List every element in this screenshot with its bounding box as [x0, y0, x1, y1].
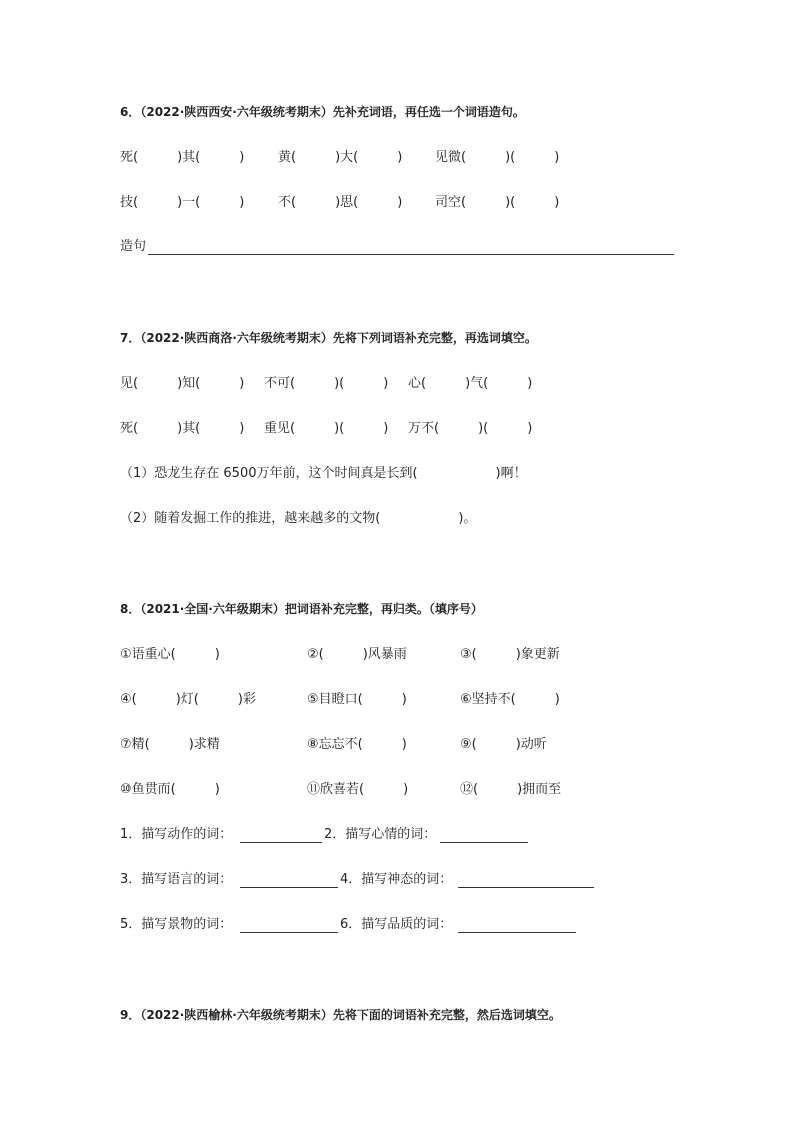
- q6-item-2[interactable]: 黄( )大( ): [278, 150, 403, 165]
- q6-item-6[interactable]: 司空( )( ): [435, 195, 560, 210]
- q8-category-2-line[interactable]: [440, 842, 528, 843]
- q8-word-3[interactable]: ③( )象更新: [460, 647, 560, 662]
- q6-title: 6．（2022·陕西西安·六年级统考期末）先补充词语，再任选一个词语造句。: [120, 105, 525, 119]
- q8-category-5-line[interactable]: [240, 932, 338, 933]
- q8-category-3-line[interactable]: [240, 887, 338, 888]
- q6-item-1[interactable]: 死( )其( ): [120, 150, 245, 165]
- q7-title: 7．（2022·陕西商洛·六年级统考期末）先将下列词语补充完整，再选词填空。: [120, 331, 537, 345]
- q8-word-1[interactable]: ①语重心( ): [120, 647, 220, 662]
- q9-title: 9．（2022·陕西榆林·六年级统考期末）先将下面的词语补充完整，然后选词填空。: [120, 1008, 561, 1022]
- q8-word-5[interactable]: ⑤目瞪口( ): [307, 692, 407, 707]
- q7-item-4[interactable]: 死( )其( ): [120, 421, 245, 436]
- q7-item-3[interactable]: 心( )气( ): [408, 376, 533, 391]
- q6-item-3[interactable]: 见微( )( ): [435, 150, 560, 165]
- q6-item-5[interactable]: 不( )思( ): [278, 195, 403, 210]
- q8-word-4[interactable]: ④( )灯( )彩: [120, 692, 256, 707]
- q8-word-10[interactable]: ⑩鱼贯而( ): [120, 782, 220, 797]
- q8-category-1-line[interactable]: [240, 842, 322, 843]
- q7-item-5[interactable]: 重见( )( ): [264, 421, 389, 436]
- q8-category-6-label: 6．描写品质的词：: [340, 917, 453, 932]
- q8-category-2-label: 2．描写心情的词：: [324, 827, 437, 842]
- q7-fill-1[interactable]: （1）恐龙生存在 6500万年前，这个时间真是长到( )啊！: [120, 466, 527, 481]
- q8-category-6-line[interactable]: [458, 932, 576, 933]
- q8-category-5-label: 5．描写景物的词：: [120, 917, 233, 932]
- q6-sentence-label: 造句: [120, 239, 147, 254]
- q8-category-4-line[interactable]: [458, 887, 594, 888]
- q7-item-6[interactable]: 万不( )( ): [408, 421, 533, 436]
- q8-word-7[interactable]: ⑦精( )求精: [120, 737, 220, 752]
- q8-category-1-label: 1．描写动作的词：: [120, 827, 233, 842]
- q8-category-4-label: 4．描写神态的词：: [340, 872, 453, 887]
- q7-item-1[interactable]: 见( )知( ): [120, 376, 245, 391]
- q7-item-2[interactable]: 不可( )( ): [264, 376, 389, 391]
- q7-fill-2[interactable]: （2）随着发掘工作的推进，越来越多的文物( )。: [120, 511, 477, 526]
- q6-sentence-line[interactable]: [148, 254, 674, 255]
- q8-word-2[interactable]: ②( )风暴雨: [307, 647, 407, 662]
- q8-category-3-label: 3．描写语言的词：: [120, 872, 233, 887]
- q8-word-6[interactable]: ⑥坚持不( ): [460, 692, 560, 707]
- q8-title: 8．（2021·全国·六年级期末）把词语补充完整，再归类。（填序号）: [120, 602, 483, 616]
- q8-word-9[interactable]: ⑨( )动听: [460, 737, 547, 752]
- q8-word-12[interactable]: ⑫( )拥而至: [460, 782, 562, 797]
- q8-word-8[interactable]: ⑧忘忘不( ): [307, 737, 407, 752]
- q6-item-4[interactable]: 技( )一( ): [120, 195, 245, 210]
- q8-word-11[interactable]: ⑪欣喜若( ): [307, 782, 409, 797]
